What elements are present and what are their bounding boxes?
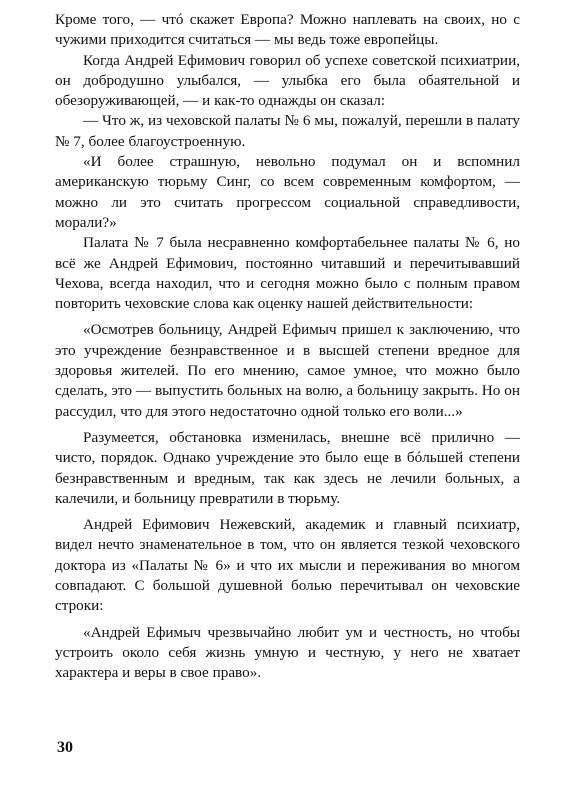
- page-number: 30: [57, 739, 73, 756]
- paragraph-nezhevsky: Андрей Ефимович Нежевский, академик и главный психиатр, видел нечто знаменательное в том, что он является тезкой чеховского доктора из «Палаты № 6» и что их мысли и переживания во многом совпадают. С большой душевной болью перечитывал он чеховские строки:: [55, 516, 520, 615]
- book-page-text: [55, 10, 520, 684]
- paragraph-conditions-changed: Разумеется, обстановка изменилась, внешне всё прилично — чисто, порядок. Однако учреждение это было еще в бóльшей степени безнравственным и вредным, так как здесь не лечили больных, а калечили, и больницу превратили в тюрьму.: [55, 428, 520, 507]
- paragraph-scarier-ward: «И более страшную, невольно подумал он и вспомнил американскую тюрьму Синг, со всем современным комфортом, — можно ли это считать прогрессом социальной справедливости, морали?»: [55, 153, 520, 231]
- paragraph-chekhov-quote-hospital: «Осмотрев больницу, Андрей Ефимыч пришел к заключению, что это учреждение безнравственное и в высшей степени вредное для здоровья жителей. По его мнению, самое умное, что можно было сделать, это — выпустить больных на волю, а больницу закрыть. Но он рассудил, что для этого недостаточно одной только его воли...»: [55, 321, 520, 420]
- paragraph-europe: Кроме того, — чтó скажет Европа? Можно наплевать на своих, но с чужими приходится считаться — мы ведь тоже европейцы.: [55, 11, 520, 49]
- paragraph-psychiatry-success: Когда Андрей Ефимович говорил об успехе советской психиатрии, он добродушно улыбался, — улыбка его была обаятельной и обезоруживающей, — и как-то однажды он сказал:: [55, 51, 520, 110]
- paragraph-chekhov-quote-character: «Андрей Ефимыч чрезвычайно любит ум и честность, но чтобы устроить около себя жизнь умную и честную, у него не хватает характера и веры в свое право».: [55, 623, 520, 682]
- paragraph-chekhov-reread: Палата № 7 была несравненно комфортабельнее палаты № 6, но всё же Андрей Ефимович, постоянно читавший и перечитывавший Чехова, всегда находил, что и сегодня можно было с полным правом повторить чеховские слова как оценку нашей действительности:: [55, 234, 520, 313]
- paragraph-ward-seven-remark: — Что ж, из чеховской палаты № 6 мы, пожалуй, перешли в палату № 7, более благоустроенную.: [55, 112, 520, 150]
